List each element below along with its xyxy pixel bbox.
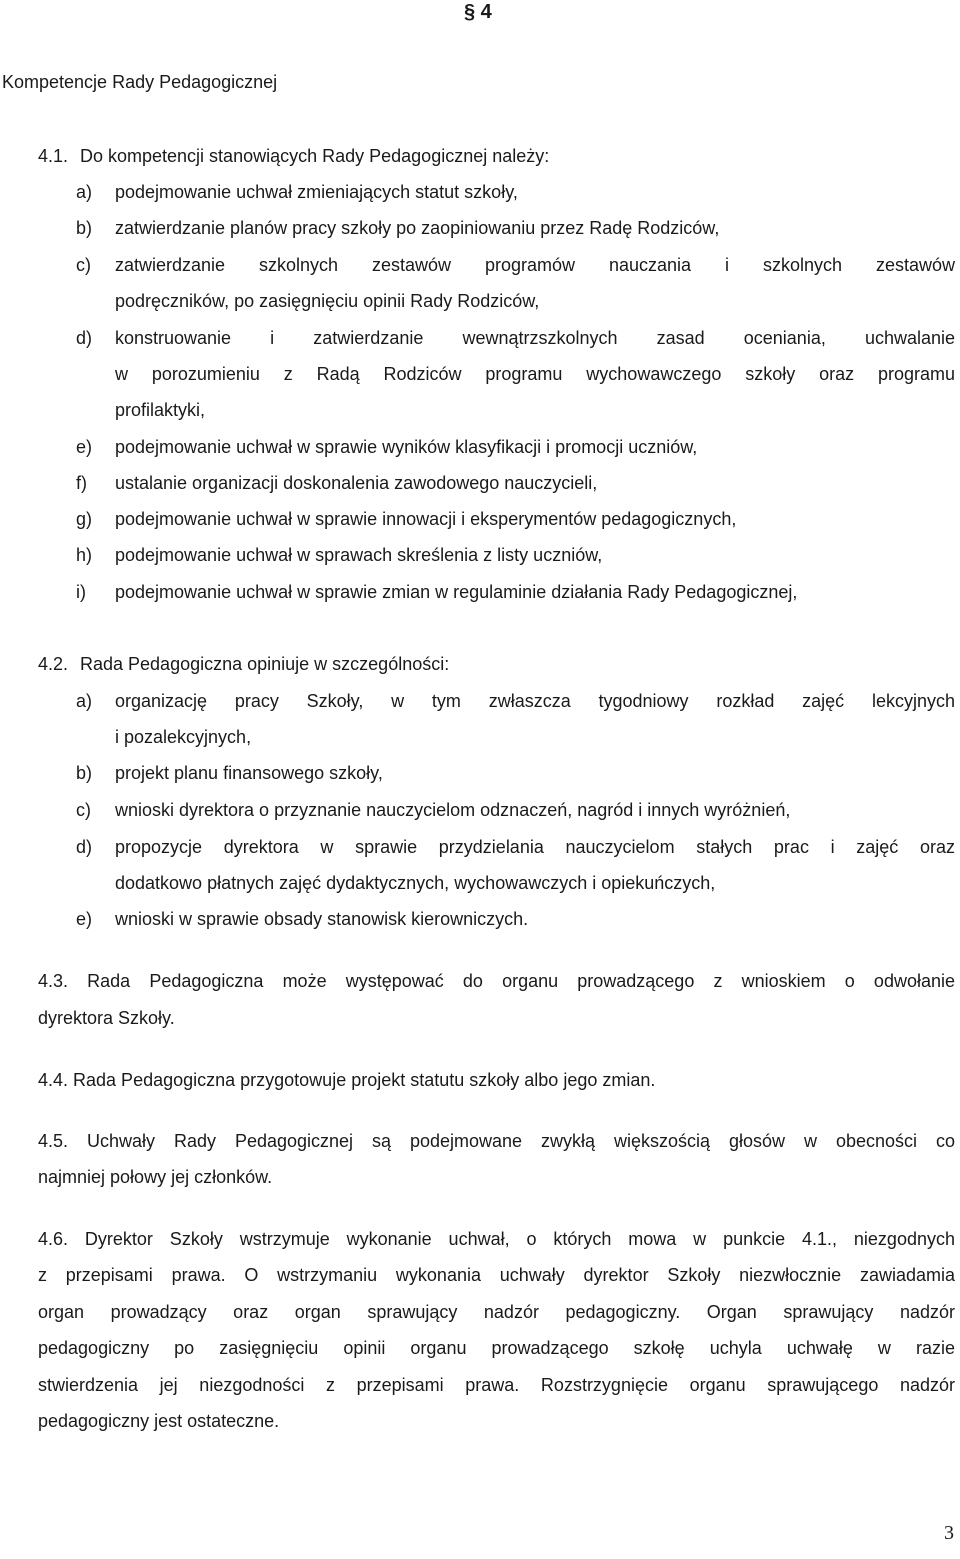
p41-item-b-text: zatwierdzanie planów pracy szkoły po zaopiniowaniu przez Radę Rodziców, <box>115 218 720 238</box>
p41-item-c-label: c) <box>76 255 91 275</box>
section-heading: Kompetencje Rady Pedagogicznej <box>2 72 278 92</box>
p42-item-e-label: e) <box>76 909 93 929</box>
p42-item-a-line2: i pozalekcyjnych, <box>115 727 252 747</box>
p46-line4: pedagogiczny po zasięgnięciu opinii organu prowadzącego szkołę uchyla uchwałę w razie <box>38 1338 955 1358</box>
p46-line2: z przepisami prawa. O wstrzymaniu wykonania uchwały dyrektor Szkoły niezwłocznie zawiadamia <box>38 1265 955 1285</box>
p41-item-a-text: podejmowanie uchwał zmieniających statut szkoły, <box>115 182 518 202</box>
p41-item-b-label: b) <box>76 218 93 238</box>
p43-line1: 4.3. Rada Pedagogiczna może występować do organu prowadzącego z wnioskiem o odwołanie <box>38 971 955 991</box>
p41-item-f-label: f) <box>76 473 87 493</box>
p41-item-g-text: podejmowanie uchwał w sprawie innowacji i eksperymentów pedagogicznych, <box>115 509 737 529</box>
p41-item-c-line2: podręczników, po zasięgnięciu opinii Rady Rodziców, <box>115 291 540 311</box>
p41-item-d-line1: konstruowanie i zatwierdzanie wewnątrzszkolnych zasad oceniania, uchwalanie <box>115 328 955 348</box>
p42-item-c-label: c) <box>76 800 91 820</box>
p43-line2: dyrektora Szkoły. <box>38 1008 175 1028</box>
p41-item-i-label: i) <box>76 582 86 602</box>
p41-item-d-line2: w porozumieniu z Radą Rodziców programu wychowawczego szkoły oraz programu <box>115 364 955 384</box>
p41-item-e-label: e) <box>76 437 93 457</box>
p42-item-e-text: wnioski w sprawie obsady stanowisk kierowniczych. <box>115 909 529 929</box>
p42-item-d-label: d) <box>76 837 93 857</box>
page-number: 3 <box>944 1522 954 1544</box>
p42-number: 4.2. <box>38 654 69 674</box>
p41-item-h-label: h) <box>76 545 93 565</box>
p45-line2: najmniej połowy jej członków. <box>38 1167 273 1187</box>
p42-item-c-text: wnioski dyrektora o przyznanie nauczycielom odznaczeń, nagród i innych wyróżnień, <box>115 800 791 820</box>
p42-item-d-line1: propozycje dyrektora w sprawie przydzielania nauczycielom stałych prac i zajęć oraz <box>115 837 955 857</box>
p41-item-g-label: g) <box>76 509 93 529</box>
p41-item-h-text: podejmowanie uchwał w sprawach skreślenia z listy uczniów, <box>115 545 603 565</box>
section-mark: § 4 <box>464 1 492 23</box>
p42-item-b-label: b) <box>76 763 93 783</box>
p46-line3: organ prowadzący oraz organ sprawujący nadzór pedagogiczny. Organ sprawujący nadzór <box>38 1302 955 1322</box>
p41-item-e-text: podejmowanie uchwał w sprawie wyników klasyfikacji i promocji uczniów, <box>115 437 698 457</box>
p41-item-d-line3: profilaktyki, <box>115 400 206 420</box>
p41-item-a-label: a) <box>76 182 93 202</box>
p46-line5: stwierdzenia jej niezgodności z przepisami prawa. Rozstrzygnięcie organu sprawującego nadzór <box>38 1375 955 1395</box>
p42-item-a-line1: organizację pracy Szkoły, w tym zwłaszcza tygodniowy rozkład zajęć lekcyjnych <box>115 691 955 711</box>
p42-intro: Rada Pedagogiczna opiniuje w szczególności: <box>80 654 450 674</box>
p41-number: 4.1. <box>38 146 69 166</box>
p41-item-i-text: podejmowanie uchwał w sprawie zmian w regulaminie działania Rady Pedagogicznej, <box>115 582 798 602</box>
p41-item-f-text: ustalanie organizacji doskonalenia zawodowego nauczycieli, <box>115 473 598 493</box>
p41-intro: Do kompetencji stanowiących Rady Pedagogicznej należy: <box>80 146 550 166</box>
p46-line1: 4.6. Dyrektor Szkoły wstrzymuje wykonanie uchwał, o których mowa w punkcie 4.1., niezgodnych <box>38 1229 955 1249</box>
p42-item-a-label: a) <box>76 691 93 711</box>
p42-item-d-line2: dodatkowo płatnych zajęć dydaktycznych, wychowawczych i opiekuńczych, <box>115 873 716 893</box>
p45-line1: 4.5. Uchwały Rady Pedagogicznej są podejmowane zwykłą większością głosów w obecności co <box>38 1131 955 1151</box>
p41-item-d-label: d) <box>76 328 93 348</box>
p46-line6: pedagogiczny jest ostateczne. <box>38 1411 280 1431</box>
p42-item-b-text: projekt planu finansowego szkoły, <box>115 763 383 783</box>
p44-line1: 4.4. Rada Pedagogiczna przygotowuje projekt statutu szkoły albo jego zmian. <box>38 1070 656 1090</box>
p41-item-c-line1: zatwierdzanie szkolnych zestawów programów nauczania i szkolnych zestawów <box>115 255 955 275</box>
